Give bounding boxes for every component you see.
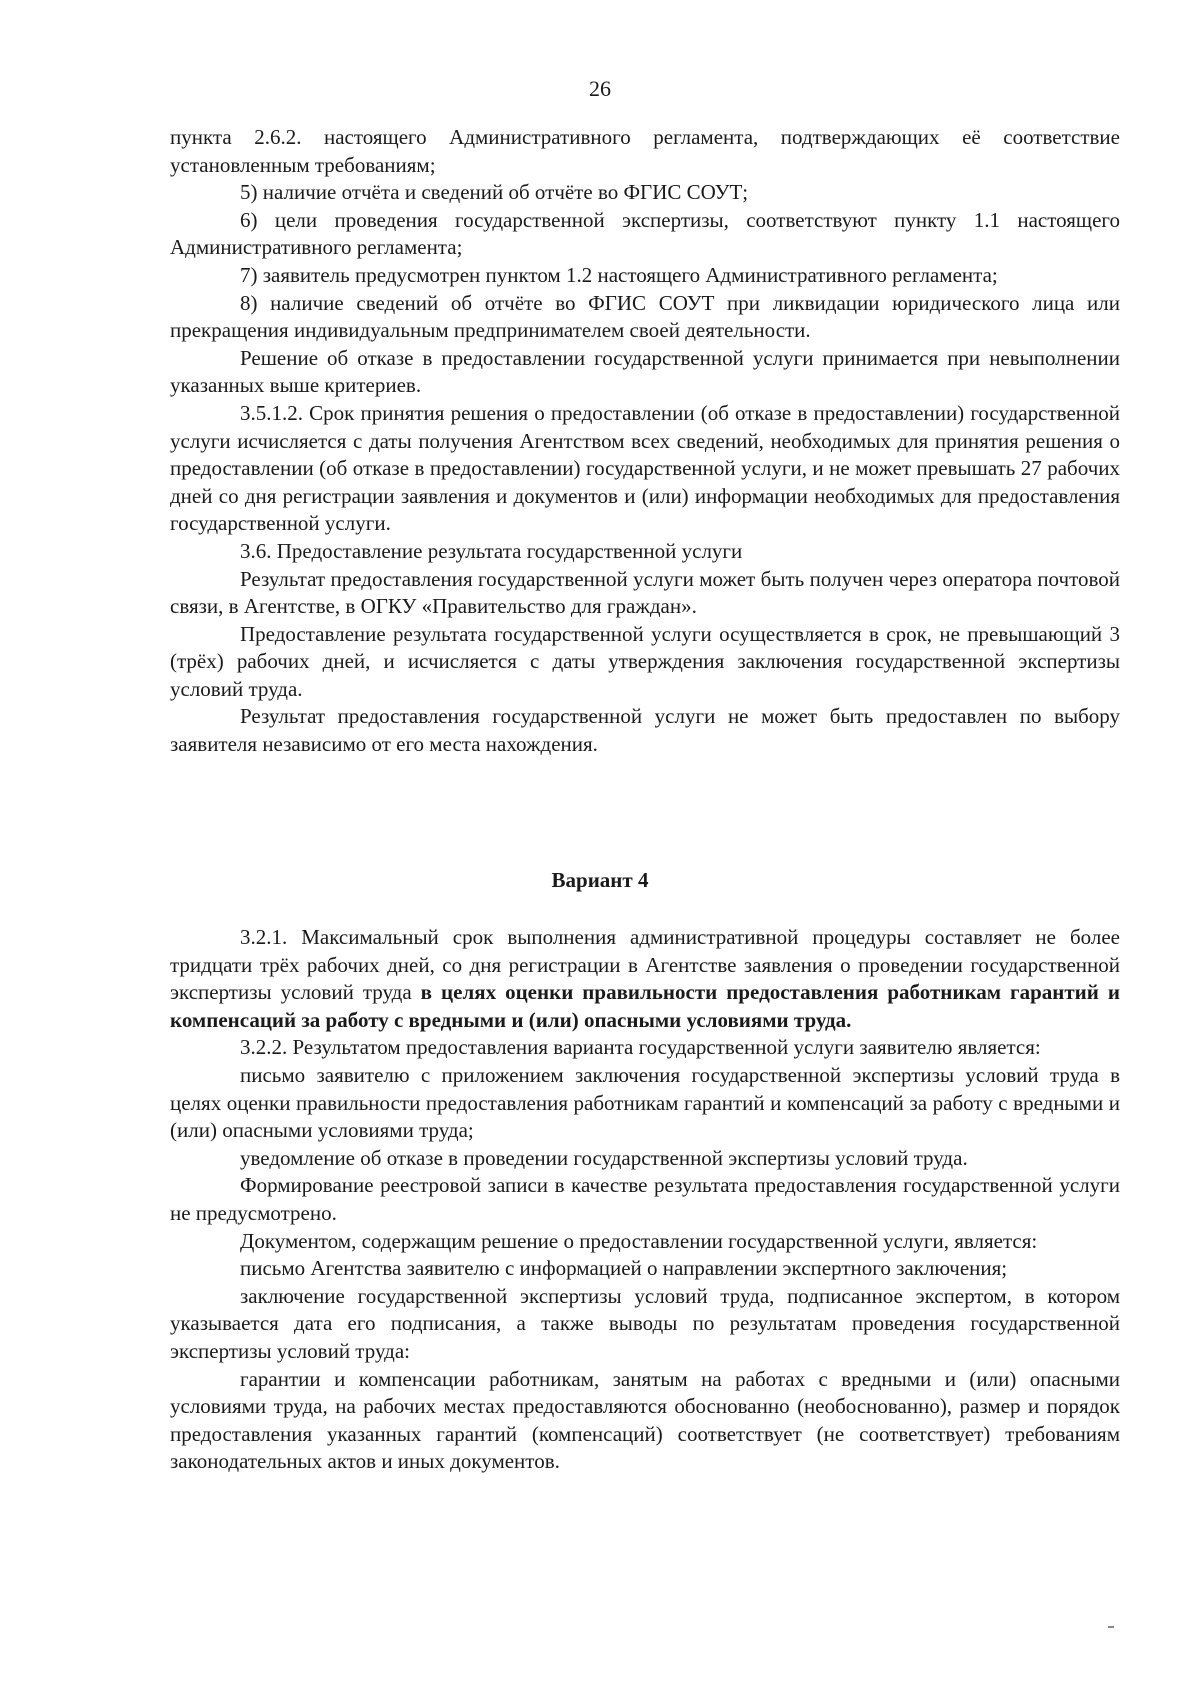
paragraph: пункта 2.6.2. настоящего Административного регламента, подтверждающих её соответствие установленным требованиям; — [170, 125, 1120, 177]
paragraph: Результат предоставления государственной услуги не может быть предоставлен по выбору заявителя независимо от его места нахождения. — [170, 704, 1120, 757]
paragraph: 3.2.2. Результатом предоставления варианта государственной услуги заявителю является: — [240, 1035, 1041, 1060]
paragraph: 5) наличие отчёта и сведений об отчёте во ФГИС СОУТ; — [240, 180, 749, 205]
top-text-block — [170, 124, 1120, 759]
paragraph: гарантии и компенсации работникам, занятым на работах с вредными и (или) опасными условиями труда, на рабочих местах предоставляются обоснованно (необоснованно), размер и порядок предоставления указанных гарантий (компенсаций) соответствует (не соответствует) требованиям законодательных актов и иных документов. — [170, 1366, 1120, 1474]
paragraph-plain-run: 3.2.1. Максимальный срок выполнения административной процедуры составляет не более тридцати трёх рабочих дней, со дня регистрации в Агентстве заявления о проведении государственной экспертизы условий труда — [170, 925, 1120, 1005]
paragraph: Документом, содержащим решение о предоставлении государственной услуги, является: — [240, 1228, 1038, 1253]
paragraph: заключение государственной экспертизы условий труда, подписанное экспертом, в котором указывается дата его подписания, а также выводы по результатам проведения государственной экспертизы условий труда: — [170, 1283, 1120, 1363]
paragraph: 3.5.1.2. Срок принятия решения о предоставлении (об отказе в предоставлении) государственной услуги исчисляется с даты получения Агентством всех сведений, необходимых для принятия решения о предоставлении (об отказе в предоставлении) государственной услуги, и не может превышать 27 рабочих дней со дня регистрации заявления и документов и (или) информации необходимых для предоставления государственной услуги. — [170, 400, 1120, 536]
paragraph-with-emphasis — [170, 924, 1120, 1034]
page-number: 26 — [589, 76, 611, 101]
paragraph: Предоставление результата государственной услуги осуществляется в срок, не превышающий 3 (трёх) рабочих дней, и исчисляется с даты утверждения заключения государственной экспертизы условий труда. — [170, 621, 1120, 701]
paragraph: Формирование реестровой записи в качестве результата предоставления государственной услуги не предусмотрено. — [170, 1173, 1120, 1225]
paragraph: Решение об отказе в предоставлении государственной услуги принимается при невыполнении указанных выше критериев. — [170, 345, 1120, 398]
paragraph: 6) цели проведения государственной экспертизы, соответствуют пункту 1.1 настоящего Административного регламента; — [170, 207, 1120, 260]
section-heading: 3.6. Предоставление результата государственной услуги — [240, 538, 743, 563]
paragraph-bold-run: в целях оценки правильности предоставления работникам гарантий и компенсаций за работу с вредными и (или) опасными условиями труда. — [170, 980, 1120, 1032]
paragraph: Результат предоставления государственной услуги может быть получен через оператора почтовой связи, в Агентстве, в ОГКУ «Правительство для граждан». — [170, 566, 1120, 619]
bottom-text-block — [170, 924, 1120, 1476]
scan-mark — [1108, 1626, 1114, 1628]
variant-heading: Вариант 4 — [551, 868, 649, 892]
paragraph: 8) наличие сведений об отчёте во ФГИС СОУТ при ликвидации юридического лица или прекращения индивидуальным предпринимателем своей деятельности. — [170, 290, 1120, 343]
paragraph: уведомление об отказе в проведении государственной экспертизы условий труда. — [240, 1145, 968, 1170]
paragraph: письмо Агентства заявителю с информацией о направлении экспертного заключения; — [240, 1256, 1008, 1281]
paragraph: 7) заявитель предусмотрен пунктом 1.2 настоящего Административного регламента; — [240, 262, 998, 287]
paragraph: письмо заявителю с приложением заключения государственной экспертизы условий труда в целях оценки правильности предоставления работникам гарантий и компенсаций за работу с вредными и (или) опасными условиями труда; — [170, 1062, 1120, 1143]
